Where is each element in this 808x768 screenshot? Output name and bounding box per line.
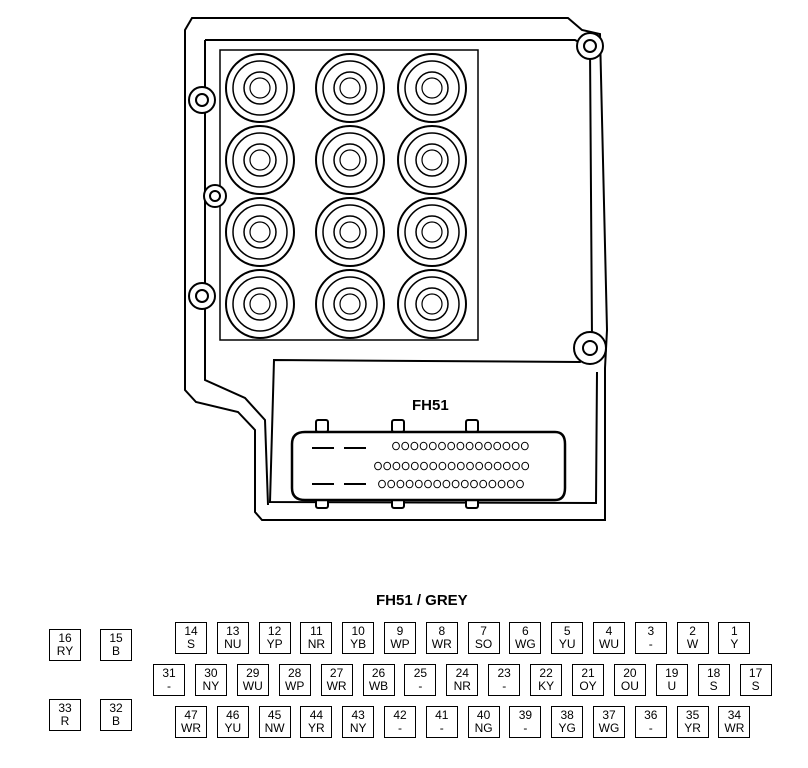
pin-wire-color: NY xyxy=(202,679,220,693)
pin-box xyxy=(718,706,750,738)
pin-box xyxy=(509,622,541,654)
pin-wire-color: NU xyxy=(224,637,242,651)
pin-hole xyxy=(513,462,520,470)
pin-number: 26 xyxy=(371,666,386,680)
pin-wire-color: YU xyxy=(224,721,242,735)
pin-number: 44 xyxy=(309,708,324,722)
pin-box xyxy=(404,664,436,696)
pin-number: 39 xyxy=(518,708,533,722)
pin-hole xyxy=(476,462,483,470)
pin-hole xyxy=(429,442,436,450)
pin-box xyxy=(49,629,81,661)
pin-box xyxy=(237,664,269,696)
pin-wire-color: YP xyxy=(266,637,283,651)
pin-box xyxy=(217,706,249,738)
pin-wire-color: NR xyxy=(307,637,326,651)
pin-box xyxy=(153,664,185,696)
pin-number: 10 xyxy=(351,624,365,638)
pin-number: 11 xyxy=(310,624,323,638)
pin-wire-color: YB xyxy=(350,637,367,651)
solenoid-valve xyxy=(226,54,294,122)
pin-box xyxy=(49,699,81,731)
pin-hole xyxy=(448,462,455,470)
pin-wire-color: S xyxy=(751,679,760,693)
pin-hole xyxy=(503,462,510,470)
pin-box xyxy=(446,664,478,696)
pin-wire-color: WR xyxy=(431,637,452,651)
pin-wire-color: - xyxy=(648,721,653,735)
pin-box xyxy=(259,622,291,654)
pin-hole xyxy=(402,442,409,450)
pin-box xyxy=(614,664,646,696)
pin-box xyxy=(635,622,667,654)
pin-number: 15 xyxy=(109,631,123,645)
pin-hole xyxy=(512,442,519,450)
pin-wire-color: WG xyxy=(598,721,620,735)
pin-number: 6 xyxy=(522,624,529,638)
pin-number: 13 xyxy=(226,624,240,638)
pin-hole xyxy=(402,462,409,470)
pin-wire-color: - xyxy=(398,721,402,735)
pin-number: 46 xyxy=(226,708,240,722)
pin-box xyxy=(300,706,332,738)
pin-number: 25 xyxy=(413,666,428,680)
pin-number: 21 xyxy=(581,666,595,680)
pin-box xyxy=(384,622,416,654)
pin-wire-color: RY xyxy=(56,644,74,658)
pin-wire-color: OY xyxy=(579,679,597,693)
pin-wire-color: NG xyxy=(474,721,493,735)
pin-number: 9 xyxy=(396,624,404,638)
pin-box xyxy=(217,622,249,654)
pin-number: 36 xyxy=(644,708,658,722)
pin-box xyxy=(593,706,625,738)
pin-box xyxy=(509,706,541,738)
solenoid-valve-grid xyxy=(226,54,466,338)
solenoid-valve xyxy=(226,270,294,338)
pin-hole xyxy=(448,442,455,450)
pin-hole xyxy=(425,480,432,488)
pin-hole xyxy=(494,442,501,450)
pin-number: 12 xyxy=(267,624,282,638)
pin-number: 3 xyxy=(647,624,655,638)
pin-hole xyxy=(388,480,395,488)
pin-number: 22 xyxy=(539,666,553,680)
pin-hole xyxy=(494,462,501,470)
pin-hole xyxy=(439,462,446,470)
pin-number: 45 xyxy=(267,708,282,722)
solenoid-valve xyxy=(316,54,384,122)
pin-hole xyxy=(415,480,422,488)
pin-hole xyxy=(393,442,400,450)
pin-hole xyxy=(393,462,400,470)
pin-wire-color: WP xyxy=(285,679,305,693)
pin-box xyxy=(175,706,207,738)
pin-wire-color: - xyxy=(648,637,653,651)
pin-hole xyxy=(485,462,492,470)
pin-wire-color: WP xyxy=(390,637,410,651)
pin-hole xyxy=(434,480,441,488)
solenoid-valve xyxy=(226,126,294,194)
solenoid-valve xyxy=(398,126,466,194)
pin-number: 38 xyxy=(560,708,574,722)
pin-box xyxy=(384,706,416,738)
pin-box xyxy=(635,706,667,738)
pin-hole xyxy=(507,480,514,488)
pin-box xyxy=(259,706,291,738)
pin-wire-color: - xyxy=(523,721,528,735)
pin-hole xyxy=(379,480,386,488)
pin-wire-color: - xyxy=(502,679,507,693)
pin-number: 19 xyxy=(665,666,679,680)
pin-hole xyxy=(471,480,478,488)
solenoid-valve xyxy=(398,270,466,338)
pin-wire-color: NY xyxy=(349,721,367,735)
pin-wire-color: - xyxy=(439,721,444,735)
pin-box xyxy=(175,622,207,654)
pin-box xyxy=(677,622,709,654)
pin-wire-color: WR xyxy=(724,721,745,735)
pin-number: 40 xyxy=(476,708,491,722)
pin-hole xyxy=(457,462,464,470)
pin-hole xyxy=(503,442,510,450)
pin-wire-color: NW xyxy=(264,721,285,735)
pin-box xyxy=(677,706,709,738)
pin-box xyxy=(530,664,562,696)
solenoid-valve xyxy=(316,126,384,194)
pin-wire-color: S xyxy=(709,679,718,693)
pin-box xyxy=(718,622,750,654)
pin-box xyxy=(342,706,374,738)
pin-number: 28 xyxy=(288,666,302,680)
pin-wire-color: S xyxy=(186,637,195,651)
pin-wire-color: OU xyxy=(620,679,639,693)
pin-wire-color: U xyxy=(667,679,677,693)
pin-hole xyxy=(485,442,492,450)
pin-wire-color: WG xyxy=(515,637,536,651)
pin-number: 41 xyxy=(435,708,449,722)
pin-box xyxy=(426,706,458,738)
solenoid-valve xyxy=(316,270,384,338)
pin-number: 5 xyxy=(563,624,571,638)
pin-box xyxy=(656,664,688,696)
pin-number: 33 xyxy=(58,701,72,715)
pin-box xyxy=(593,622,625,654)
pin-hole xyxy=(443,480,450,488)
solenoid-valve xyxy=(226,198,294,266)
pin-hole xyxy=(420,442,427,450)
pin-hole xyxy=(411,462,418,470)
pin-box xyxy=(468,622,500,654)
pin-wire-color: B xyxy=(111,714,120,728)
pin-box xyxy=(195,664,227,696)
pin-box xyxy=(426,622,458,654)
pin-hole xyxy=(521,442,528,450)
pin-box xyxy=(279,664,311,696)
pin-hole xyxy=(480,480,487,488)
pin-number: 29 xyxy=(246,666,260,680)
pin-wire-color: YR xyxy=(684,721,701,735)
pin-number: 17 xyxy=(748,666,763,680)
pin-wire-color: KY xyxy=(538,679,555,693)
pinout-title: FH51 / GREY xyxy=(376,592,468,609)
pin-wire-color: B xyxy=(111,644,120,658)
pin-box xyxy=(698,664,730,696)
pin-box xyxy=(300,622,332,654)
pin-number: 31 xyxy=(162,666,176,680)
pin-number: 47 xyxy=(184,708,198,722)
pin-wire-color: WU xyxy=(242,679,263,693)
pin-hole xyxy=(397,480,404,488)
pin-box xyxy=(740,664,772,696)
pin-hole xyxy=(517,480,524,488)
solenoid-valve xyxy=(398,54,466,122)
pin-box xyxy=(551,706,583,738)
pin-number: 20 xyxy=(623,666,637,680)
pin-hole xyxy=(489,480,496,488)
pin-hole xyxy=(384,462,391,470)
pin-box xyxy=(100,699,132,731)
pin-hole xyxy=(421,462,428,470)
pin-hole xyxy=(375,462,382,470)
pin-wire-color: WB xyxy=(368,679,389,693)
pin-number: 23 xyxy=(497,666,511,680)
pin-hole xyxy=(411,442,418,450)
pin-number: 16 xyxy=(58,631,72,645)
pin-wire-color: YU xyxy=(558,637,576,651)
pin-hole xyxy=(522,462,529,470)
pin-hole xyxy=(498,480,505,488)
pin-hole xyxy=(466,442,473,450)
pin-number: 34 xyxy=(727,708,742,722)
pin-number: 2 xyxy=(689,624,696,638)
pin-number: 1 xyxy=(731,624,738,638)
pin-number: 30 xyxy=(204,666,218,680)
pin-number: 24 xyxy=(455,666,469,680)
pin-box xyxy=(100,629,132,661)
pin-box xyxy=(321,664,353,696)
solenoid-valve xyxy=(398,198,466,266)
pin-wire-color: YR xyxy=(308,721,325,735)
pin-box xyxy=(551,622,583,654)
pin-number: 35 xyxy=(685,708,700,722)
pin-wire-color: WU xyxy=(599,637,619,651)
pin-number: 4 xyxy=(605,624,613,638)
pin-wire-color: NR xyxy=(453,679,471,693)
pin-wire-color: - xyxy=(418,679,423,693)
pin-number: 37 xyxy=(602,708,616,722)
pin-box xyxy=(342,622,374,654)
pin-number: 27 xyxy=(329,666,344,680)
pin-box xyxy=(468,706,500,738)
pin-number: 42 xyxy=(393,708,407,722)
pin-number: 18 xyxy=(707,666,721,680)
pin-number: 43 xyxy=(351,708,365,722)
pin-hole xyxy=(475,442,482,450)
pin-number: 8 xyxy=(438,624,446,638)
pin-wire-color: R xyxy=(60,714,70,728)
pin-number: 7 xyxy=(480,624,487,638)
pin-wire-color: SO xyxy=(474,637,493,651)
pin-hole xyxy=(452,480,459,488)
pin-hole xyxy=(461,480,468,488)
pin-hole xyxy=(457,442,464,450)
pin-hole xyxy=(430,462,437,470)
pin-wire-color: WR xyxy=(326,679,347,693)
pin-wire-color: YG xyxy=(558,721,576,735)
pin-wire-color: Y xyxy=(730,637,739,651)
solenoid-valve xyxy=(316,198,384,266)
pin-wire-color: WR xyxy=(181,721,201,735)
pin-number: 32 xyxy=(109,701,123,715)
pin-hole xyxy=(439,442,446,450)
pin-wire-color: W xyxy=(686,637,699,651)
pin-hole xyxy=(467,462,474,470)
pin-wire-color: - xyxy=(167,679,171,693)
pin-hole xyxy=(406,480,413,488)
pin-box xyxy=(488,664,520,696)
connector-label: FH51 xyxy=(412,397,449,414)
pin-box xyxy=(572,664,604,696)
pin-number: 14 xyxy=(184,624,198,638)
pin-box xyxy=(363,664,395,696)
